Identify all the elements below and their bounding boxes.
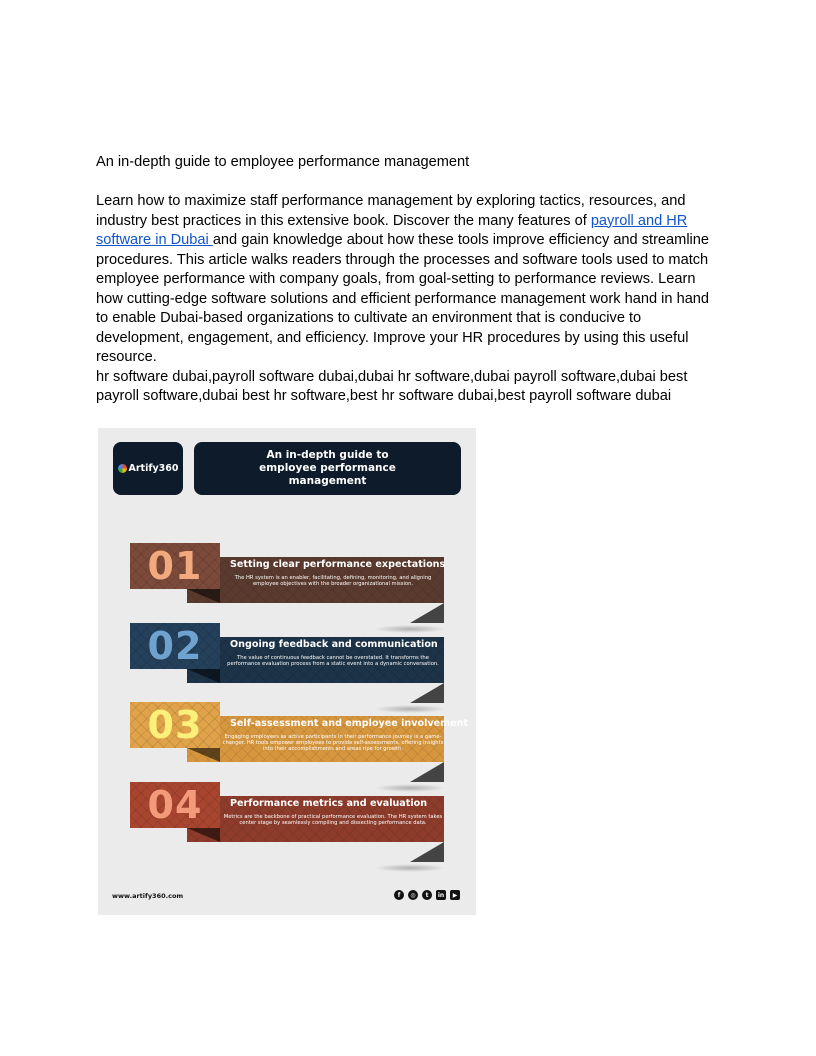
social-icons bbox=[394, 890, 460, 900]
ribbon-tail bbox=[410, 603, 444, 623]
poster-header bbox=[194, 442, 461, 495]
ribbon-tail bbox=[410, 842, 444, 862]
ribbon-fold bbox=[187, 589, 220, 603]
step-description: Engaging employees as active participants in their performance journey is a game-changer. HR tools empower employees to provide self-assessments, offering insights into their accomplishments and areas ripe for growth. bbox=[222, 734, 444, 753]
youtube-icon: ▶ bbox=[450, 890, 460, 900]
ribbon-tail bbox=[410, 762, 444, 782]
logo-mark-icon bbox=[118, 464, 127, 473]
intro-text-start: Learn how to maximize staff performance management by exploring tactics, resources, and industry best practices in this extensive book. Discover the many features of bbox=[96, 193, 686, 229]
infographic-poster bbox=[98, 428, 476, 915]
keywords-line: hr software dubai,payroll software dubai,dubai hr software,dubai payroll software,dubai best payroll software,dubai best hr software,best hr software dubai,best payroll software dubai bbox=[96, 368, 688, 404]
step-title: Setting clear performance expectations bbox=[230, 559, 446, 570]
facebook-icon: f bbox=[394, 890, 404, 900]
step-number: 03 bbox=[130, 702, 220, 748]
step-number: 01 bbox=[130, 543, 220, 589]
step-card bbox=[130, 782, 444, 862]
ribbon-shadow bbox=[374, 864, 446, 872]
payroll-hr-software-link[interactable]: payroll and HR software in Dubai bbox=[96, 212, 688, 248]
step-description: Metrics are the backbone of practical performance evaluation. The HR system takes center stage by seamlessly compiling and dissecting performance data. bbox=[223, 814, 443, 827]
poster-website: www.artify360.com bbox=[112, 892, 184, 900]
step-description: The HR system is an enabler, facilitating, defining, monitoring, and aligning employee objectives with the broader organizational mission. bbox=[234, 575, 432, 588]
instagram-icon: ◎ bbox=[408, 890, 418, 900]
poster-header-title: An in-depth guide to employee performance management bbox=[259, 449, 396, 487]
document-title: An in-depth guide to employee performance management bbox=[96, 154, 470, 170]
artify360-logo bbox=[113, 442, 183, 495]
logo-text: Artify360 bbox=[128, 463, 179, 474]
ribbon-tail bbox=[410, 683, 444, 703]
step-card bbox=[130, 623, 444, 703]
ribbon-fold bbox=[187, 828, 220, 842]
twitter-icon: t bbox=[422, 890, 432, 900]
intro-paragraph bbox=[96, 192, 720, 368]
step-number: 02 bbox=[130, 623, 220, 669]
step-title: Performance metrics and evaluation bbox=[230, 798, 428, 809]
ribbon-fold bbox=[187, 748, 220, 762]
linkedin-icon: in bbox=[437, 891, 445, 899]
step-title: Ongoing feedback and communication bbox=[230, 639, 438, 650]
document-body bbox=[96, 153, 720, 407]
step-card bbox=[130, 702, 469, 782]
step-card bbox=[130, 543, 444, 623]
step-number: 04 bbox=[130, 782, 220, 828]
step-description: The value of continuous feedback cannot be overstated. It transforms the performance evaluation process from a static event into a dynamic conversation. bbox=[227, 655, 439, 668]
step-title: Self-assessment and employee involvement bbox=[230, 718, 469, 729]
ribbon-fold bbox=[187, 669, 220, 683]
intro-text-end: and gain knowledge about how these tools improve efficiency and streamline procedures. This article walks readers through the processes and software tools used to match employee performance with company goals, from goal-setting to performance reviews. Learn how cutting-edge software solutions and efficient performance management work hand in hand to enable Dubai-based organizations to cultivate an environment that is conducive to development, engagement, and efficiency. Improve your HR procedures by using this useful resource. bbox=[96, 232, 710, 365]
